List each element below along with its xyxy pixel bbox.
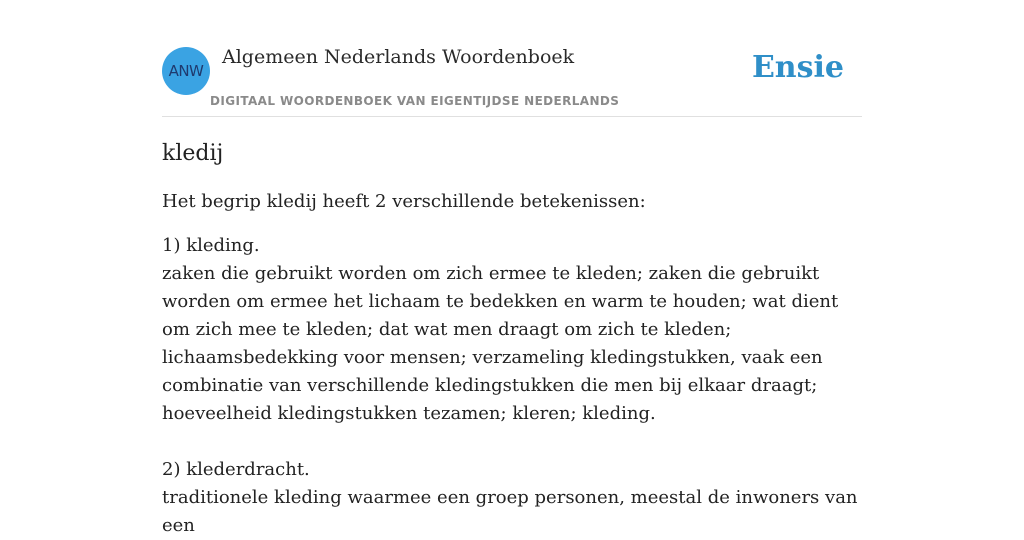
site-title[interactable]: Algemeen Nederlands Woordenboek — [222, 46, 575, 68]
page-title: kledij — [162, 141, 224, 166]
site-header — [162, 40, 862, 117]
meaning-item — [162, 232, 862, 428]
logo-text: ANW — [168, 62, 204, 80]
entry-intro: Het begrip kledij heeft 2 verschillende betekenissen: — [162, 191, 646, 212]
meaning-item — [162, 456, 862, 540]
site-subtitle: DIGITAAL WOORDENBOEK VAN EIGENTIJDSE NEDERLANDS — [210, 94, 620, 108]
meaning-heading: 1) kleding. — [162, 235, 260, 256]
meaning-definition: zaken die gebruikt worden om zich ermee te kleden; zaken die gebruikt worden om ermee het lichaam te bedekken en warm te houden; wat dient om zich mee te kleden; dat wat men draagt om zich te kleden; lichaamsbedekking voor mensen; verzameling kledingstukken, vaak een combinatie van verschillende kledingstukken die men bij elkaar draagt; hoeveelheid kledingstukken tezamen; kleren; kleding. — [162, 263, 839, 424]
ensie-brand-link[interactable]: Ensie — [751, 50, 844, 85]
anw-logo[interactable] — [162, 47, 210, 95]
meaning-definition: traditionele kleding waarmee een groep personen, meestal de inwoners van een — [162, 487, 858, 536]
entry-content — [162, 136, 862, 540]
meaning-heading: 2) klederdracht. — [162, 459, 310, 480]
